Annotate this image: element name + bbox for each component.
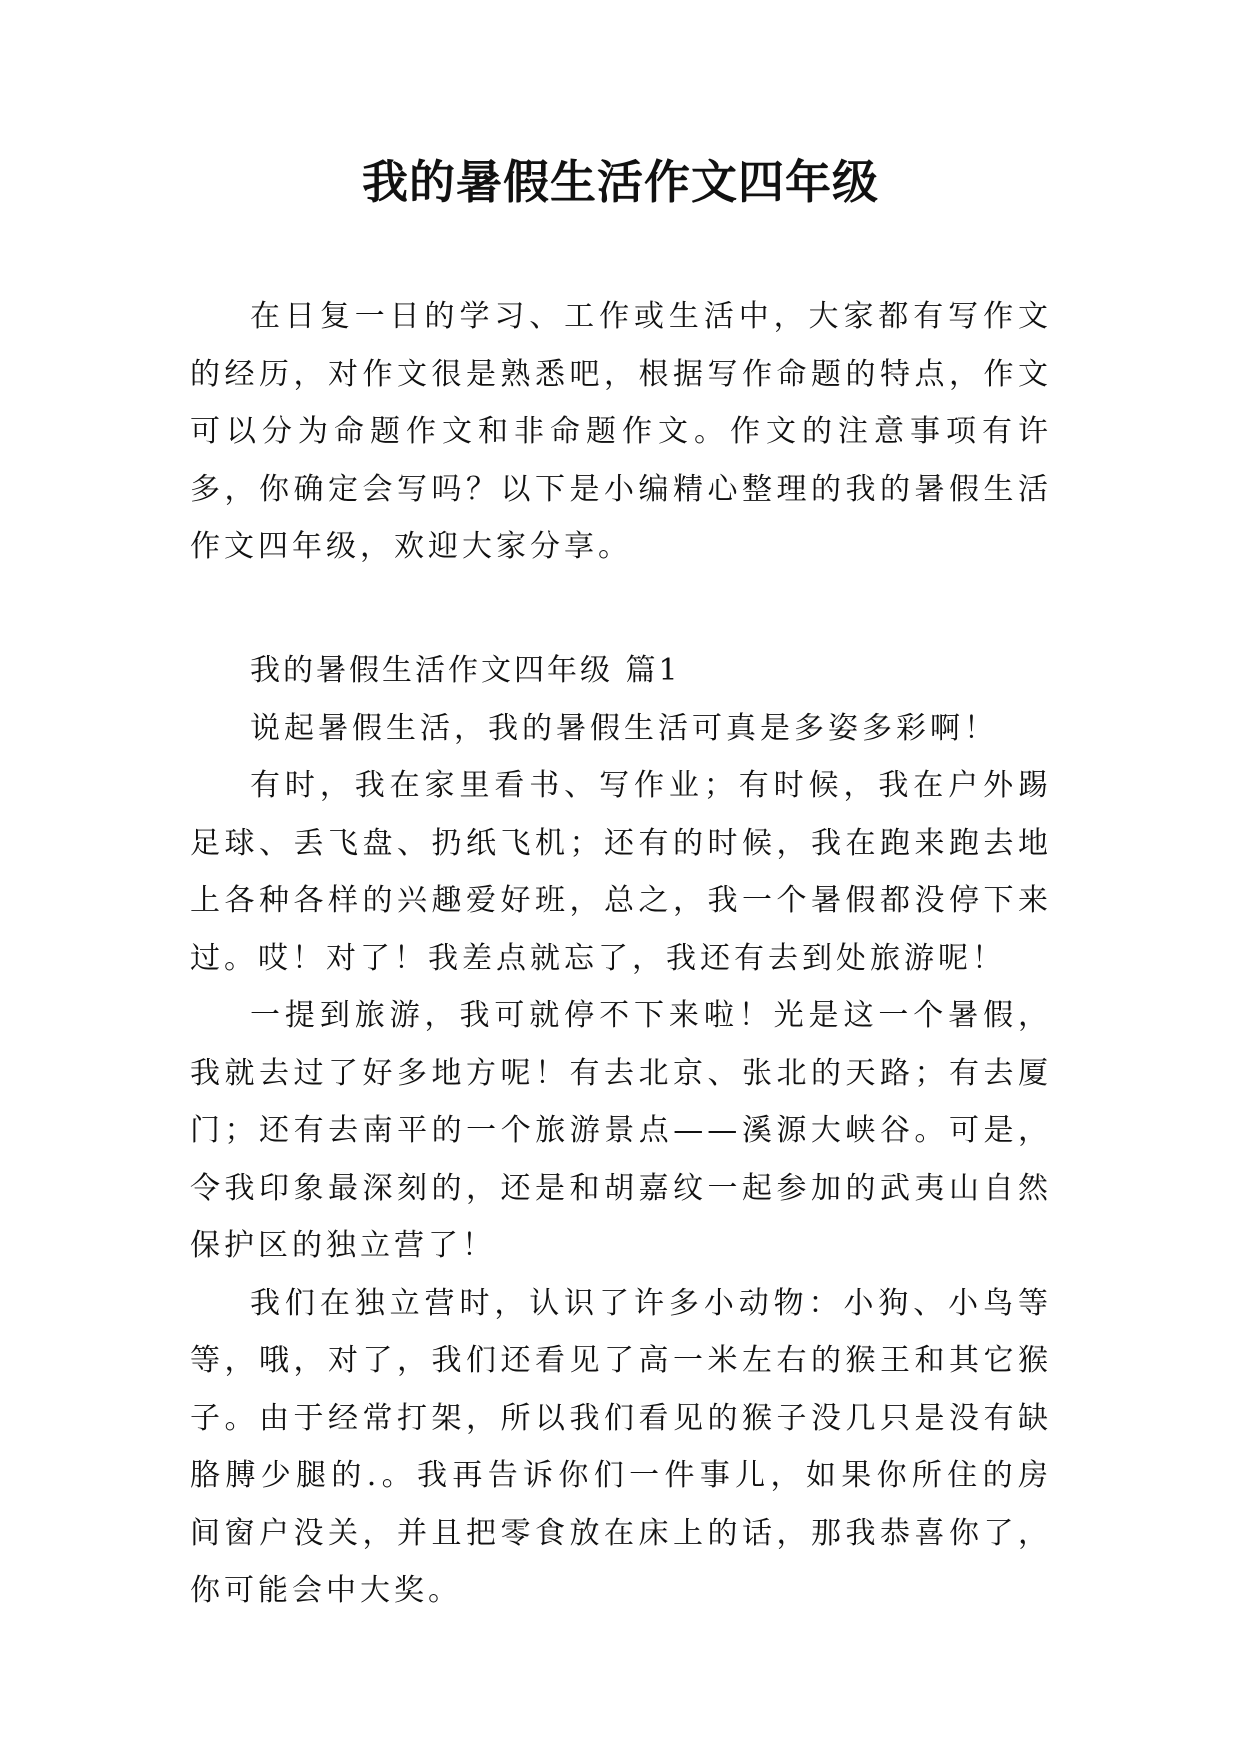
- section-heading: 我的暑假生活作文四年级 篇1: [250, 653, 681, 688]
- intro-block: [190, 288, 1052, 576]
- article-block: [190, 642, 1052, 1620]
- article-paragraph-2: 有时，我在家里看书、写作业；有时候，我在户外踢足球、丢飞盘、扔纸飞机；还有的时候，我在跑来跑去地上各种各样的兴趣爱好班，总之，我一个暑假都没停下来过。哎！对了！我差点就忘了，我还有去到处旅游呢！: [190, 768, 1052, 976]
- article-paragraph-3: 一提到旅游，我可就停不下来啦！光是这一个暑假，我就去过了好多地方呢！有去北京、张北的天路；有去厦门；还有去南平的一个旅游景点——溪源大峡谷。可是，令我印象最深刻的，还是和胡嘉纹一起参加的武夷山自然保护区的独立营了！: [190, 998, 1052, 1263]
- article-paragraph-4: 我们在独立营时，认识了许多小动物：小狗、小鸟等等，哦，对了，我们还看见了高一米左右的猴王和其它猴子。由于经常打架，所以我们看见的猴子没几只是没有缺胳膊少腿的.。我再告诉你们一件事儿，如果你所住的房间窗户没关，并且把零食放在床上的话，那我恭喜你了，你可能会中大奖。: [190, 1285, 1052, 1608]
- document-title: 我的暑假生活作文四年级: [362, 155, 879, 209]
- article-paragraph-1: 说起暑假生活，我的暑假生活可真是多姿多彩啊！: [250, 710, 998, 746]
- intro-paragraph: 在日复一日的学习、工作或生活中，大家都有写作文的经历，对作文很是熟悉吧，根据写作命题的特点，作文可以分为命题作文和非命题作文。作文的注意事项有许多，你确定会写吗？以下是小编精心整理的我的暑假生活作文四年级，欢迎大家分享。: [190, 299, 1052, 564]
